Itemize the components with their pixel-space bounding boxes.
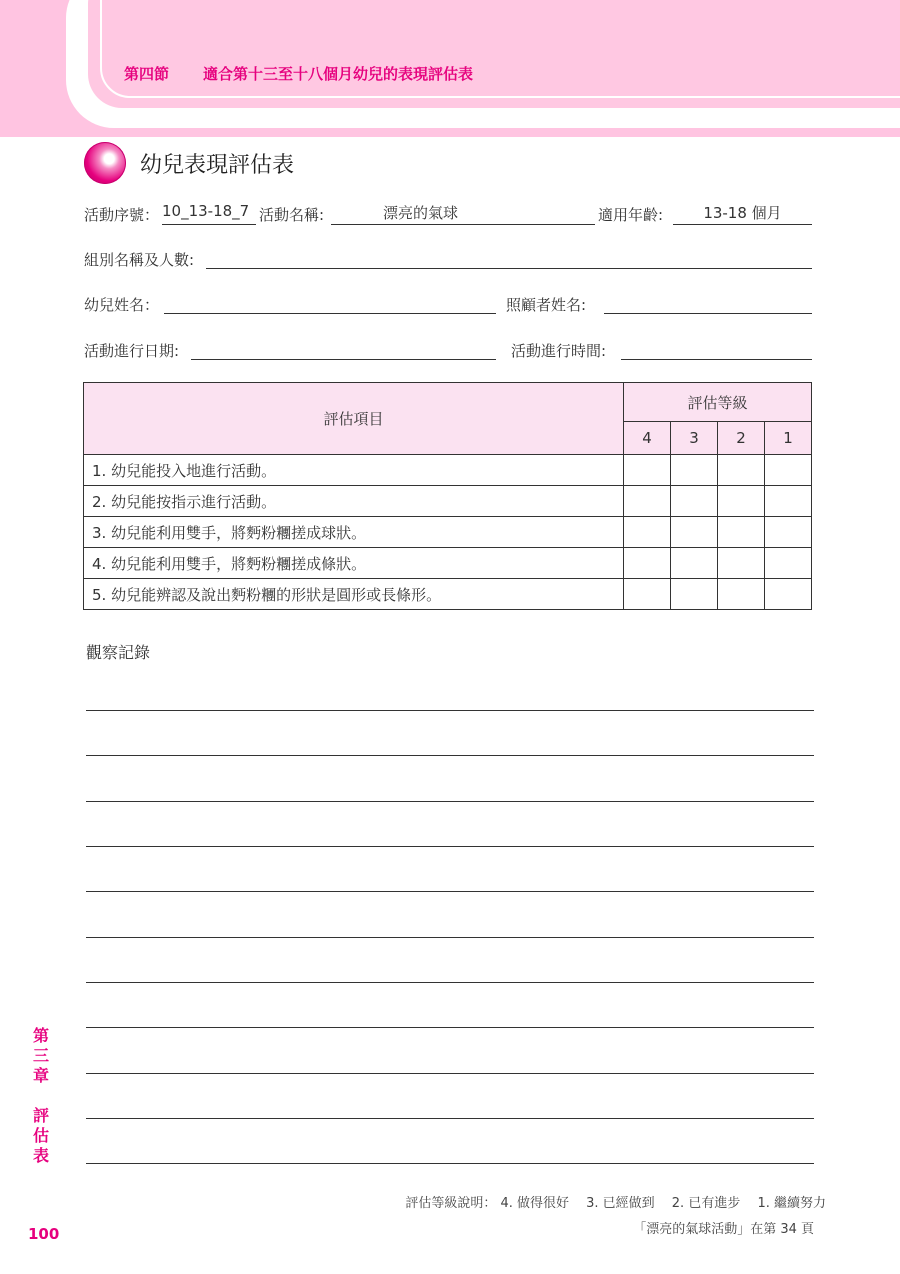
date-label: 活動進行日期: [84, 342, 180, 360]
score-cell[interactable] [671, 548, 718, 579]
score-cell[interactable] [718, 455, 765, 486]
carer-name-field[interactable] [604, 291, 812, 314]
chapter-label: 第 三 章 [32, 1026, 49, 1085]
table-row [84, 455, 812, 486]
score-cell[interactable] [765, 486, 812, 517]
section-number: 第四節 [124, 65, 170, 83]
observation-line[interactable] [86, 937, 814, 938]
observation-line[interactable] [86, 710, 814, 711]
observation-line[interactable] [86, 1027, 814, 1028]
score-cell[interactable] [718, 517, 765, 548]
observation-title: 觀察記錄 [86, 643, 151, 662]
activity-name-label: 活動名稱: [259, 206, 325, 224]
table-row [84, 548, 812, 579]
child-name-label: 幼兒姓名： [84, 296, 160, 314]
observation-line[interactable] [86, 755, 814, 756]
score-cell[interactable] [624, 517, 671, 548]
item-1: 1. 幼兒能投入地進行活動。 [84, 455, 624, 486]
grade-legend: 評估等級說明： 4. 做得很好 3. 已經做到 2. 已有進步 1. 繼續努力 [405, 1196, 826, 1211]
age-field[interactable]: 13-18 個月 [673, 202, 812, 225]
grade-4: 4 [624, 422, 671, 455]
age-label: 適用年齡: [598, 206, 664, 224]
item-5: 5. 幼兒能辨認及說出麪粉糰的形狀是圓形或長條形。 [84, 579, 624, 610]
topic-label: 評 估 表 [32, 1106, 49, 1165]
grade-2: 2 [718, 422, 765, 455]
activity-no-field[interactable]: 10_13-18_7 [162, 202, 256, 225]
score-cell[interactable] [624, 486, 671, 517]
item-header: 評估項目 [84, 383, 624, 455]
item-2: 2. 幼兒能按指示進行活動。 [84, 486, 624, 517]
score-cell[interactable] [624, 455, 671, 486]
score-cell[interactable] [718, 548, 765, 579]
score-cell[interactable] [765, 455, 812, 486]
item-3: 3. 幼兒能利用雙手，將麪粉糰搓成球狀。 [84, 517, 624, 548]
score-cell[interactable] [671, 517, 718, 548]
observation-line[interactable] [86, 1118, 814, 1119]
table-row [84, 486, 812, 517]
observation-line[interactable] [86, 982, 814, 983]
score-cell[interactable] [765, 548, 812, 579]
evaluation-table [83, 382, 812, 610]
grade-1: 1 [765, 422, 812, 455]
section-heading [124, 63, 473, 84]
activity-reference: 「漂亮的氣球活動」在第 34 頁 [633, 1222, 814, 1237]
score-cell[interactable] [718, 579, 765, 610]
observation-line[interactable] [86, 801, 814, 802]
pink-ball-icon [84, 142, 126, 184]
form-heading [84, 140, 294, 186]
score-cell[interactable] [765, 579, 812, 610]
observation-line[interactable] [86, 891, 814, 892]
table-header-row [84, 383, 812, 422]
table-row [84, 517, 812, 548]
section-title: 適合第十三至十八個月幼兒的表現評估表 [203, 65, 474, 83]
score-cell[interactable] [671, 486, 718, 517]
carer-name-label: 照顧者姓名: [506, 296, 587, 314]
activity-name-field[interactable]: 漂亮的氣球 [331, 202, 595, 225]
table-row [84, 579, 812, 610]
score-cell[interactable] [765, 517, 812, 548]
child-name-field[interactable] [164, 291, 496, 314]
grade-header: 評估等級 [624, 383, 812, 422]
time-label: 活動進行時間: [511, 342, 607, 360]
activity-no-label: 活動序號： [84, 206, 160, 224]
time-field[interactable] [621, 337, 812, 360]
page-number: 100 [28, 1225, 60, 1243]
form-title: 幼兒表現評估表 [140, 152, 295, 178]
score-cell[interactable] [671, 455, 718, 486]
observation-line[interactable] [86, 846, 814, 847]
observation-line[interactable] [86, 1073, 814, 1074]
score-cell[interactable] [671, 579, 718, 610]
group-field[interactable] [206, 246, 812, 269]
score-cell[interactable] [624, 548, 671, 579]
grade-3: 3 [671, 422, 718, 455]
chapter-tab [28, 1026, 54, 1166]
score-cell[interactable] [718, 486, 765, 517]
date-field[interactable] [191, 337, 496, 360]
observation-line[interactable] [86, 1163, 814, 1164]
score-cell[interactable] [624, 579, 671, 610]
item-4: 4. 幼兒能利用雙手，將麪粉糰搓成條狀。 [84, 548, 624, 579]
group-label: 組別名稱及人數: [84, 251, 195, 269]
